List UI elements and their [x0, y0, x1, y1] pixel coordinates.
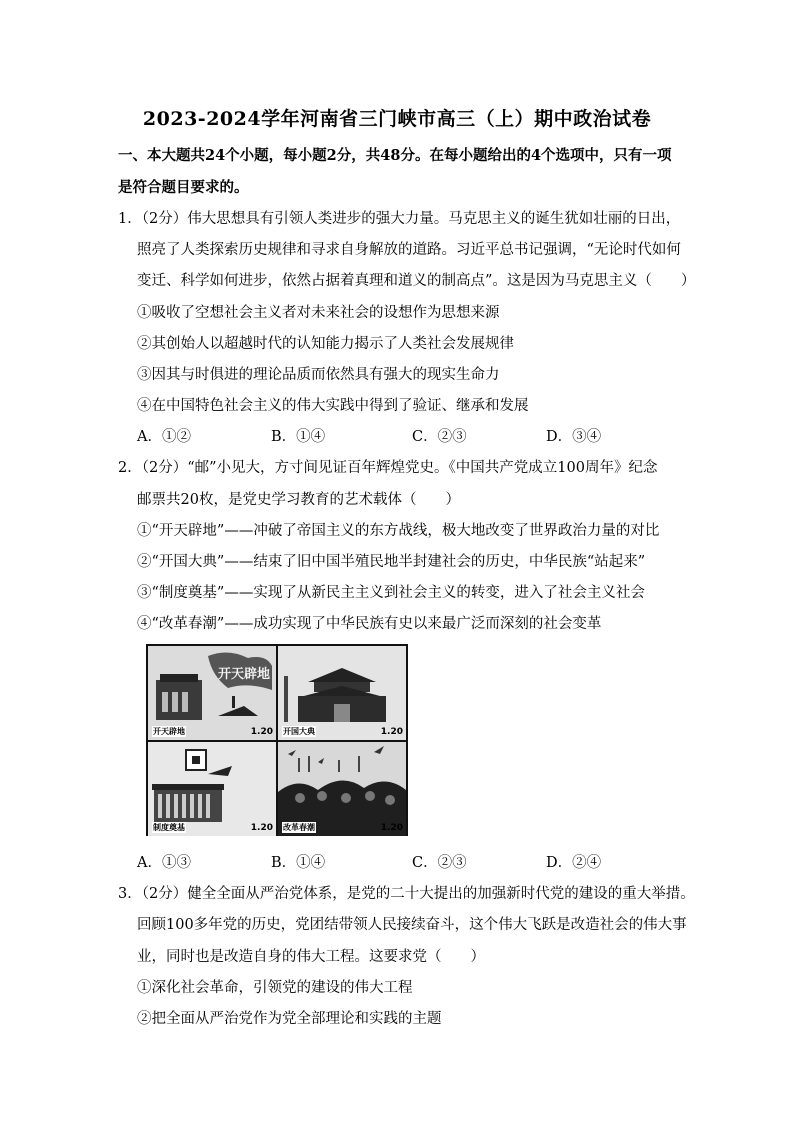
question-2-choices: [137, 851, 657, 873]
stamp-kaiguo-dadian: [278, 646, 406, 740]
section-instruction-line-2: 是符合题目要求的。: [118, 179, 249, 196]
question-2-stem-cont: 邮票共20枚，是党史学习教育的艺术载体（ ）: [137, 492, 460, 508]
stamp-price: 1.20: [380, 727, 403, 737]
choice-c: C．②③: [412, 855, 467, 871]
question-2-stem: 2．（2分）“邮”小见大，方寸间见证百年辉煌党史。《中国共产党成立100周年》纪念: [118, 460, 658, 476]
stamp-caption: 开国大典: [283, 727, 315, 736]
choice-a: A．①②: [137, 429, 191, 445]
question-1-stem-cont: 照亮了人类探索历史规律和寻求自身解放的道路。习近平总书记强调，“无论时代如何: [137, 242, 681, 258]
question-1-stem-cont: 变迁、科学如何进步，依然占据着真理和道义的制高点”。这是因为马克思主义（ ）: [137, 273, 696, 289]
question-3-stem-cont: 业，同时也是改造自身的伟大工程。这要求党（ ）: [137, 949, 485, 965]
question-3-statement-1: ①深化社会革命，引领党的建设的伟大工程: [137, 980, 413, 996]
exam-title: 2023-2024学年河南省三门峡市高三（上）期中政治试卷: [142, 108, 652, 130]
question-1-statement-2: ②其创始人以超越时代的认知能力揭示了人类社会发展规律: [137, 336, 514, 352]
question-2-statement-2: ②“开国大典”——结束了旧中国半殖民地半封建社会的历史，中华民族“站起来”: [137, 554, 646, 570]
stamp-price: 1.20: [250, 727, 273, 737]
question-1-statement-1: ①吸收了空想社会主义者对未来社会的设想作为思想来源: [137, 305, 500, 321]
choice-b: B．①④: [271, 855, 326, 871]
question-1-statement-4: ④在中国特色社会主义的伟大实践中得到了验证、继承和发展: [137, 398, 529, 414]
question-3-stem-cont: 回顾100多年党的历史，党团结带领人民接续奋斗，这个伟大飞跃是改造社会的伟大事: [137, 917, 687, 933]
question-2-statement-4: ④“改革春潮”——成功实现了中华民族有史以来最广泛而深刻的社会变革: [137, 616, 602, 632]
stamp-caption: 改革春潮: [283, 823, 315, 832]
stamp-caption: 制度奠基: [153, 823, 185, 832]
choice-a: A．①③: [137, 855, 191, 871]
choice-c: C．②③: [412, 429, 467, 445]
question-3-stem: 3．（2分）健全全面从严治党体系，是党的二十大提出的加强新时代党的建设的重大举措。: [118, 886, 695, 902]
stamp-price: 1.20: [380, 823, 403, 833]
svg-text:开天辟地: 开天辟地: [218, 667, 271, 682]
question-1-statement-3: ③因其与时俱进的理论品质而依然具有强大的现实生命力: [137, 367, 500, 383]
stamp-zhidu-dianji: [148, 742, 276, 836]
stamp-price: 1.20: [250, 823, 273, 833]
choice-d: D．③④: [546, 429, 602, 445]
stamp-kaitian-pidi: [148, 646, 276, 740]
section-instruction-line-1: 一、本大题共24个小题，每小题2分，共48分。在每小题给出的4个选项中，只有一项: [118, 147, 672, 164]
question-1-choices: [137, 425, 657, 447]
stamp-gaige-chunchao: [278, 742, 406, 836]
question-2-statement-3: ③“制度奠基”——实现了从新民主主义到社会主义的转变，进入了社会主义社会: [137, 585, 645, 601]
question-2-statement-1: ①“开天辟地”——冲破了帝国主义的东方战线，极大地改变了世界政治力量的对比: [137, 523, 660, 539]
choice-b: B．①④: [271, 429, 326, 445]
stamp-caption: 开天辟地: [153, 727, 185, 736]
question-3-statement-2: ②把全面从严治党作为党全部理论和实践的主题: [137, 1011, 442, 1027]
stamp-sheet-image: [146, 644, 408, 836]
question-1-stem: 1．（2分）伟大思想具有引领人类进步的强大力量。马克思主义的诞生犹如壮丽的日出，: [118, 211, 681, 227]
choice-d: D．②④: [546, 855, 602, 871]
